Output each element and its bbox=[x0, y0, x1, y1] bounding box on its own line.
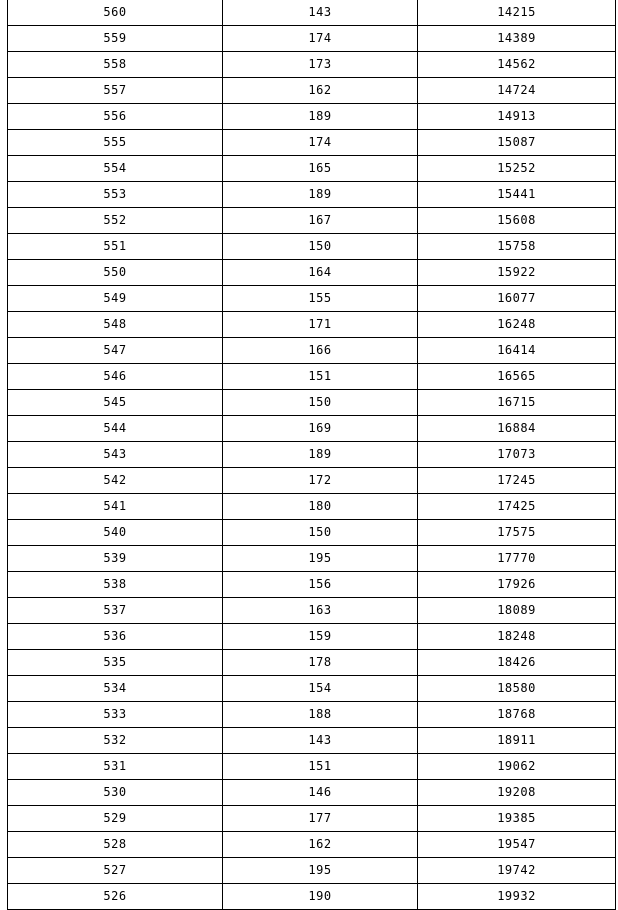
count-cell: 156 bbox=[223, 572, 418, 598]
score-cell: 545 bbox=[8, 390, 223, 416]
table-row bbox=[8, 754, 616, 780]
cumulative-count-cell: 18580 bbox=[418, 676, 616, 702]
score-cell: 556 bbox=[8, 104, 223, 130]
table-row bbox=[8, 182, 616, 208]
cumulative-count-cell: 15087 bbox=[418, 130, 616, 156]
count-cell: 146 bbox=[223, 780, 418, 806]
cumulative-count-cell: 16884 bbox=[418, 416, 616, 442]
count-cell: 189 bbox=[223, 104, 418, 130]
score-cell: 537 bbox=[8, 598, 223, 624]
cumulative-count-cell: 18426 bbox=[418, 650, 616, 676]
table-row bbox=[8, 156, 616, 182]
score-cell: 559 bbox=[8, 26, 223, 52]
score-cell: 536 bbox=[8, 624, 223, 650]
score-cell: 530 bbox=[8, 780, 223, 806]
cumulative-count-cell: 19062 bbox=[418, 754, 616, 780]
count-cell: 143 bbox=[223, 728, 418, 754]
score-cell: 544 bbox=[8, 416, 223, 442]
cumulative-count-cell: 14389 bbox=[418, 26, 616, 52]
cumulative-count-cell: 16715 bbox=[418, 390, 616, 416]
score-cell: 553 bbox=[8, 182, 223, 208]
score-cell: 549 bbox=[8, 286, 223, 312]
count-cell: 155 bbox=[223, 286, 418, 312]
score-cell: 555 bbox=[8, 130, 223, 156]
count-cell: 143 bbox=[223, 0, 418, 26]
cumulative-count-cell: 18911 bbox=[418, 728, 616, 754]
cumulative-count-cell: 15608 bbox=[418, 208, 616, 234]
table-row bbox=[8, 572, 616, 598]
table-row bbox=[8, 104, 616, 130]
cumulative-count-cell: 19385 bbox=[418, 806, 616, 832]
table-row bbox=[8, 442, 616, 468]
cumulative-count-cell: 16565 bbox=[418, 364, 616, 390]
cumulative-count-cell: 17770 bbox=[418, 546, 616, 572]
count-cell: 189 bbox=[223, 442, 418, 468]
table-row bbox=[8, 520, 616, 546]
table-row bbox=[8, 260, 616, 286]
count-cell: 150 bbox=[223, 390, 418, 416]
count-cell: 189 bbox=[223, 182, 418, 208]
count-cell: 151 bbox=[223, 754, 418, 780]
score-cell: 531 bbox=[8, 754, 223, 780]
cumulative-count-cell: 14215 bbox=[418, 0, 616, 26]
count-cell: 180 bbox=[223, 494, 418, 520]
table-row bbox=[8, 208, 616, 234]
score-cell: 560 bbox=[8, 0, 223, 26]
count-cell: 178 bbox=[223, 650, 418, 676]
count-cell: 177 bbox=[223, 806, 418, 832]
table-row bbox=[8, 676, 616, 702]
cumulative-count-cell: 19547 bbox=[418, 832, 616, 858]
cumulative-count-cell: 19208 bbox=[418, 780, 616, 806]
table-row bbox=[8, 0, 616, 26]
score-cell: 538 bbox=[8, 572, 223, 598]
count-cell: 172 bbox=[223, 468, 418, 494]
cumulative-count-cell: 15758 bbox=[418, 234, 616, 260]
count-cell: 171 bbox=[223, 312, 418, 338]
cumulative-count-cell: 16248 bbox=[418, 312, 616, 338]
score-cell: 546 bbox=[8, 364, 223, 390]
count-cell: 188 bbox=[223, 702, 418, 728]
table-row bbox=[8, 338, 616, 364]
count-cell: 163 bbox=[223, 598, 418, 624]
count-cell: 154 bbox=[223, 676, 418, 702]
count-cell: 150 bbox=[223, 520, 418, 546]
cumulative-count-cell: 16414 bbox=[418, 338, 616, 364]
cumulative-count-cell: 17245 bbox=[418, 468, 616, 494]
score-cell: 526 bbox=[8, 884, 223, 910]
table-row bbox=[8, 598, 616, 624]
cumulative-count-cell: 19932 bbox=[418, 884, 616, 910]
score-cell: 557 bbox=[8, 78, 223, 104]
score-cell: 542 bbox=[8, 468, 223, 494]
score-distribution-table bbox=[7, 0, 616, 910]
cumulative-count-cell: 14724 bbox=[418, 78, 616, 104]
table-row bbox=[8, 546, 616, 572]
table-row bbox=[8, 858, 616, 884]
count-cell: 162 bbox=[223, 832, 418, 858]
cumulative-count-cell: 19742 bbox=[418, 858, 616, 884]
count-cell: 166 bbox=[223, 338, 418, 364]
table-row bbox=[8, 130, 616, 156]
table-row bbox=[8, 78, 616, 104]
count-cell: 165 bbox=[223, 156, 418, 182]
table-row bbox=[8, 494, 616, 520]
table-row bbox=[8, 624, 616, 650]
score-cell: 539 bbox=[8, 546, 223, 572]
score-cell: 533 bbox=[8, 702, 223, 728]
count-cell: 164 bbox=[223, 260, 418, 286]
cumulative-count-cell: 17575 bbox=[418, 520, 616, 546]
count-cell: 159 bbox=[223, 624, 418, 650]
score-cell: 550 bbox=[8, 260, 223, 286]
cumulative-count-cell: 14913 bbox=[418, 104, 616, 130]
count-cell: 174 bbox=[223, 26, 418, 52]
table-row bbox=[8, 702, 616, 728]
cumulative-count-cell: 14562 bbox=[418, 52, 616, 78]
count-cell: 190 bbox=[223, 884, 418, 910]
cumulative-count-cell: 15441 bbox=[418, 182, 616, 208]
count-cell: 151 bbox=[223, 364, 418, 390]
cumulative-count-cell: 17425 bbox=[418, 494, 616, 520]
score-cell: 532 bbox=[8, 728, 223, 754]
table-row bbox=[8, 416, 616, 442]
score-cell: 529 bbox=[8, 806, 223, 832]
score-cell: 558 bbox=[8, 52, 223, 78]
table-row bbox=[8, 312, 616, 338]
score-cell: 548 bbox=[8, 312, 223, 338]
score-cell: 535 bbox=[8, 650, 223, 676]
score-cell: 534 bbox=[8, 676, 223, 702]
table-row bbox=[8, 468, 616, 494]
cumulative-count-cell: 16077 bbox=[418, 286, 616, 312]
table-row bbox=[8, 832, 616, 858]
count-cell: 174 bbox=[223, 130, 418, 156]
cumulative-count-cell: 18248 bbox=[418, 624, 616, 650]
count-cell: 150 bbox=[223, 234, 418, 260]
cumulative-count-cell: 18768 bbox=[418, 702, 616, 728]
table-row bbox=[8, 884, 616, 910]
table-body bbox=[8, 0, 616, 910]
count-cell: 195 bbox=[223, 858, 418, 884]
count-cell: 173 bbox=[223, 52, 418, 78]
count-cell: 195 bbox=[223, 546, 418, 572]
score-cell: 547 bbox=[8, 338, 223, 364]
score-cell: 527 bbox=[8, 858, 223, 884]
score-cell: 551 bbox=[8, 234, 223, 260]
table-row bbox=[8, 728, 616, 754]
count-cell: 162 bbox=[223, 78, 418, 104]
cumulative-count-cell: 17926 bbox=[418, 572, 616, 598]
score-cell: 528 bbox=[8, 832, 223, 858]
table-row bbox=[8, 780, 616, 806]
table-row bbox=[8, 26, 616, 52]
score-cell: 543 bbox=[8, 442, 223, 468]
table-row bbox=[8, 364, 616, 390]
table-row bbox=[8, 650, 616, 676]
count-cell: 169 bbox=[223, 416, 418, 442]
table-row bbox=[8, 234, 616, 260]
count-cell: 167 bbox=[223, 208, 418, 234]
score-cell: 554 bbox=[8, 156, 223, 182]
score-cell: 541 bbox=[8, 494, 223, 520]
table-row bbox=[8, 390, 616, 416]
score-cell: 552 bbox=[8, 208, 223, 234]
score-cell: 540 bbox=[8, 520, 223, 546]
cumulative-count-cell: 15922 bbox=[418, 260, 616, 286]
table-row bbox=[8, 806, 616, 832]
cumulative-count-cell: 17073 bbox=[418, 442, 616, 468]
cumulative-count-cell: 15252 bbox=[418, 156, 616, 182]
table-row bbox=[8, 286, 616, 312]
cumulative-count-cell: 18089 bbox=[418, 598, 616, 624]
table-row bbox=[8, 52, 616, 78]
